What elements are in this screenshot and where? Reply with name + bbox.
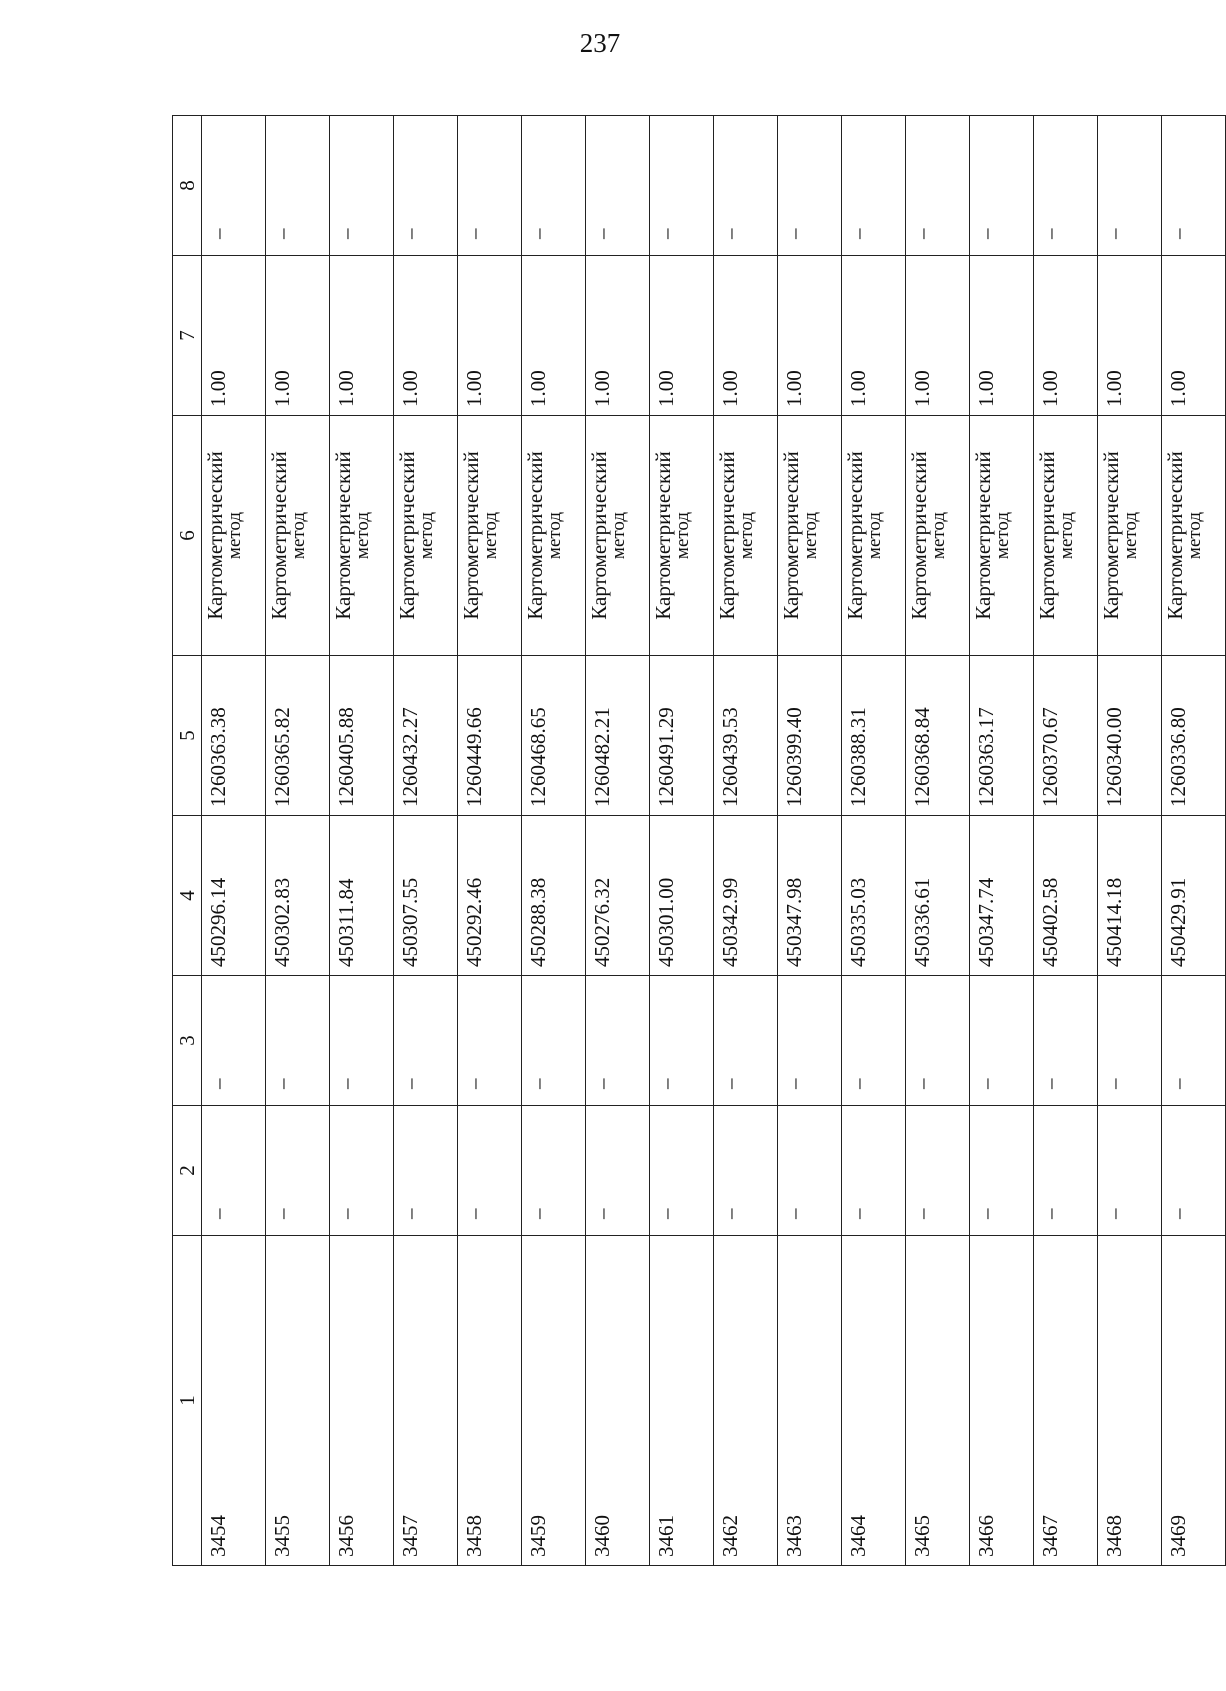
cell-col-5: 1260405.88 (330, 656, 394, 816)
cell-col-5: 1260449.66 (458, 656, 522, 816)
cell-col-6 (714, 416, 778, 656)
cell-col-7: 1.00 (1034, 256, 1098, 416)
cell-col-1: 3460 (586, 1236, 650, 1566)
cell-col-3: – (586, 976, 650, 1106)
cell-col-2: – (1162, 1106, 1226, 1236)
header-cell-6: 6 (173, 416, 202, 656)
cell-col-3: – (906, 976, 970, 1106)
method-label-line2: метод (607, 511, 629, 560)
cell-col-6 (1162, 416, 1226, 656)
cell-col-8: – (842, 116, 906, 256)
method-label: Картометрический (715, 451, 739, 620)
cell-col-7: 1.00 (970, 256, 1034, 416)
method-label-line2: метод (287, 511, 309, 560)
table-row (202, 116, 266, 1566)
method-label: Картометрический (267, 451, 291, 620)
method-label: Картометрический (395, 451, 419, 620)
header-cell-4: 4 (173, 816, 202, 976)
cell-col-1: 3469 (1162, 1236, 1226, 1566)
cell-col-8: – (650, 116, 714, 256)
cell-col-1: 3455 (266, 1236, 330, 1566)
cell-col-3: – (394, 976, 458, 1106)
table-row (970, 116, 1034, 1566)
method-label-line2: метод (223, 511, 245, 560)
method-label-line2: метод (351, 511, 373, 560)
cell-col-1: 3454 (202, 1236, 266, 1566)
cell-col-6 (522, 416, 586, 656)
cell-col-3: – (714, 976, 778, 1106)
cell-col-4: 450336.61 (906, 816, 970, 976)
cell-col-6 (970, 416, 1034, 656)
cell-col-6 (330, 416, 394, 656)
cell-col-5: 1260363.17 (970, 656, 1034, 816)
method-label: Картометрический (331, 451, 355, 620)
cell-col-8: – (266, 116, 330, 256)
cell-col-4: 450347.98 (778, 816, 842, 976)
cell-col-3: – (1162, 976, 1226, 1106)
page-number: 237 (579, 28, 621, 58)
method-label: Картометрический (459, 451, 483, 620)
cell-col-8: – (458, 116, 522, 256)
cell-col-3: – (842, 976, 906, 1106)
cell-col-5: 1260368.84 (906, 656, 970, 816)
cell-col-1: 3467 (1034, 1236, 1098, 1566)
cell-col-4: 450302.83 (266, 816, 330, 976)
method-label-line2: метод (927, 511, 949, 560)
cell-col-6 (1098, 416, 1162, 656)
cell-col-7: 1.00 (330, 256, 394, 416)
cell-col-6 (586, 416, 650, 656)
cell-col-8: – (1162, 116, 1226, 256)
table-row (586, 116, 650, 1566)
cell-col-2: – (586, 1106, 650, 1236)
cell-col-3: – (458, 976, 522, 1106)
table-row (266, 116, 330, 1566)
header-cell-3: 3 (173, 976, 202, 1106)
table-row (458, 116, 522, 1566)
cell-col-8: – (586, 116, 650, 256)
cell-col-3: – (1034, 976, 1098, 1106)
cell-col-7: 1.00 (202, 256, 266, 416)
cell-col-1: 3466 (970, 1236, 1034, 1566)
cell-col-3: – (202, 976, 266, 1106)
cell-col-4: 450402.58 (1034, 816, 1098, 976)
table-row (1098, 116, 1162, 1566)
table-row (778, 116, 842, 1566)
method-label-line2: метод (1119, 511, 1141, 560)
cell-col-8: – (522, 116, 586, 256)
cell-col-6 (778, 416, 842, 656)
cell-col-2: – (778, 1106, 842, 1236)
cell-col-2: – (906, 1106, 970, 1236)
cell-col-5: 1260336.80 (1162, 656, 1226, 816)
cell-col-5: 1260340.00 (1098, 656, 1162, 816)
cell-col-5: 1260432.27 (394, 656, 458, 816)
cell-col-7: 1.00 (778, 256, 842, 416)
cell-col-2: – (330, 1106, 394, 1236)
cell-col-6 (842, 416, 906, 656)
cell-col-1: 3464 (842, 1236, 906, 1566)
method-label: Картометрический (587, 451, 611, 620)
cell-col-2: – (970, 1106, 1034, 1236)
cell-col-4: 450288.38 (522, 816, 586, 976)
table-row (1162, 116, 1226, 1566)
method-label-line2: метод (991, 511, 1013, 560)
method-label-line2: метод (799, 511, 821, 560)
cell-col-2: – (522, 1106, 586, 1236)
cell-col-5: 1260365.82 (266, 656, 330, 816)
cell-col-6 (202, 416, 266, 656)
cell-col-4: 450296.14 (202, 816, 266, 976)
cell-col-1: 3463 (778, 1236, 842, 1566)
header-cell-2: 2 (173, 1106, 202, 1236)
cell-col-6 (650, 416, 714, 656)
cell-col-6 (458, 416, 522, 656)
cell-col-7: 1.00 (586, 256, 650, 416)
method-label: Картометрический (907, 451, 931, 620)
cell-col-4: 450342.99 (714, 816, 778, 976)
cell-col-5: 1260388.31 (842, 656, 906, 816)
cell-col-4: 450307.55 (394, 816, 458, 976)
table-row (650, 116, 714, 1566)
rotated-table-container (172, 116, 1205, 1566)
cell-col-8: – (1098, 116, 1162, 256)
cell-col-1: 3459 (522, 1236, 586, 1566)
cell-col-7: 1.00 (522, 256, 586, 416)
cell-col-7: 1.00 (1162, 256, 1226, 416)
cell-col-4: 450347.74 (970, 816, 1034, 976)
method-label: Картометрический (971, 451, 995, 620)
method-label-line2: метод (1055, 511, 1077, 560)
cell-col-1: 3458 (458, 1236, 522, 1566)
cell-col-3: – (970, 976, 1034, 1106)
cell-col-5: 1260370.67 (1034, 656, 1098, 816)
method-label-line2: метод (863, 511, 885, 560)
cell-col-1: 3462 (714, 1236, 778, 1566)
cell-col-4: 450335.03 (842, 816, 906, 976)
cell-col-2: – (650, 1106, 714, 1236)
cell-col-8: – (778, 116, 842, 256)
cell-col-5: 1260399.40 (778, 656, 842, 816)
cell-col-8: – (202, 116, 266, 256)
method-label: Картометрический (1099, 451, 1123, 620)
method-label: Картометрический (523, 451, 547, 620)
cell-col-7: 1.00 (842, 256, 906, 416)
method-label: Картометрический (651, 451, 675, 620)
cell-col-5: 1260363.38 (202, 656, 266, 816)
method-label-line2: метод (543, 511, 565, 560)
method-label: Картометрический (779, 451, 803, 620)
cell-col-6 (906, 416, 970, 656)
cell-col-2: – (1098, 1106, 1162, 1236)
coordinates-table (172, 115, 1226, 1566)
cell-col-4: 450429.91 (1162, 816, 1226, 976)
table-row (842, 116, 906, 1566)
cell-col-2: – (202, 1106, 266, 1236)
table-body (173, 116, 1226, 1566)
cell-col-4: 450292.46 (458, 816, 522, 976)
cell-col-7: 1.00 (906, 256, 970, 416)
cell-col-6 (394, 416, 458, 656)
header-cell-5: 5 (173, 656, 202, 816)
method-label-line2: метод (1183, 511, 1205, 560)
cell-col-8: – (330, 116, 394, 256)
cell-col-5: 1260482.21 (586, 656, 650, 816)
method-label-line2: метод (735, 511, 757, 560)
cell-col-5: 1260439.53 (714, 656, 778, 816)
header-cell-7: 7 (173, 256, 202, 416)
cell-col-3: – (778, 976, 842, 1106)
cell-col-4: 450311.84 (330, 816, 394, 976)
table-row (330, 116, 394, 1566)
cell-col-8: – (906, 116, 970, 256)
coordinates-table-frame (172, 116, 1205, 1566)
cell-col-8: – (970, 116, 1034, 256)
cell-col-7: 1.00 (714, 256, 778, 416)
cell-col-8: – (394, 116, 458, 256)
method-label: Картометрический (1163, 451, 1187, 620)
method-label-line2: метод (479, 511, 501, 560)
cell-col-3: – (330, 976, 394, 1106)
cell-col-1: 3461 (650, 1236, 714, 1566)
cell-col-5: 1260468.65 (522, 656, 586, 816)
cell-col-2: – (394, 1106, 458, 1236)
method-label-line2: метод (671, 511, 693, 560)
table-row (1034, 116, 1098, 1566)
cell-col-4: 450276.32 (586, 816, 650, 976)
cell-col-1: 3456 (330, 1236, 394, 1566)
cell-col-6 (1034, 416, 1098, 656)
method-label: Картометрический (843, 451, 867, 620)
cell-col-7: 1.00 (1098, 256, 1162, 416)
header-cell-8: 8 (173, 116, 202, 256)
cell-col-8: – (1034, 116, 1098, 256)
table-row (522, 116, 586, 1566)
table-row (906, 116, 970, 1566)
cell-col-1: 3465 (906, 1236, 970, 1566)
method-label: Картометрический (203, 451, 227, 620)
cell-col-1: 3457 (394, 1236, 458, 1566)
cell-col-2: – (458, 1106, 522, 1236)
table-row (714, 116, 778, 1566)
cell-col-1: 3468 (1098, 1236, 1162, 1566)
header-row (173, 116, 202, 1566)
cell-col-2: – (1034, 1106, 1098, 1236)
cell-col-2: – (842, 1106, 906, 1236)
cell-col-3: – (522, 976, 586, 1106)
header-cell-1: 1 (173, 1236, 202, 1566)
method-label: Картометрический (1035, 451, 1059, 620)
cell-col-4: 450301.00 (650, 816, 714, 976)
cell-col-4: 450414.18 (1098, 816, 1162, 976)
cell-col-7: 1.00 (394, 256, 458, 416)
cell-col-5: 1260491.29 (650, 656, 714, 816)
cell-col-7: 1.00 (458, 256, 522, 416)
cell-col-7: 1.00 (650, 256, 714, 416)
cell-col-3: – (650, 976, 714, 1106)
cell-col-8: – (714, 116, 778, 256)
cell-col-2: – (266, 1106, 330, 1236)
cell-col-3: – (1098, 976, 1162, 1106)
method-label-line2: метод (415, 511, 437, 560)
cell-col-7: 1.00 (266, 256, 330, 416)
table-row (394, 116, 458, 1566)
cell-col-6 (266, 416, 330, 656)
cell-col-2: – (714, 1106, 778, 1236)
cell-col-3: – (266, 976, 330, 1106)
